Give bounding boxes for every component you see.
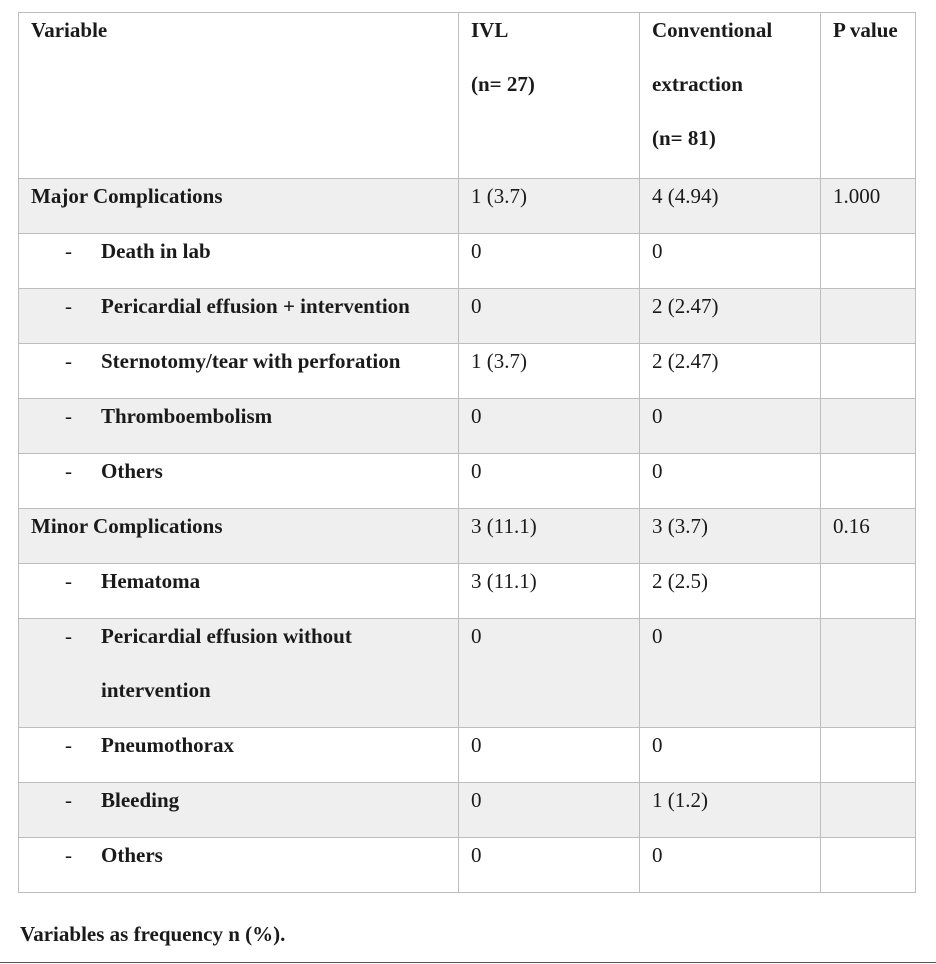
cell-p-value <box>821 838 916 893</box>
cell-ivl: 1 (3.7) <box>459 344 640 399</box>
bullet-dash: - <box>65 733 72 757</box>
cell-ivl: 3 (11.1) <box>459 509 640 564</box>
cell-conventional: 1 (1.2) <box>640 783 821 838</box>
row-label: Bleeding <box>101 788 180 812</box>
cell-p-value <box>821 344 916 399</box>
table-row <box>19 454 916 509</box>
row-label-cell <box>19 344 459 399</box>
cell-p-value <box>821 454 916 509</box>
cell-conventional: 2 (2.5) <box>640 564 821 619</box>
row-label-cell <box>19 564 459 619</box>
table-row <box>19 783 916 838</box>
cell-conventional: 0 <box>640 619 821 728</box>
cell-ivl: 0 <box>459 728 640 783</box>
cell-ivl: 0 <box>459 289 640 344</box>
cell-ivl: 0 <box>459 619 640 728</box>
row-label-cell <box>19 399 459 454</box>
row-label: Others <box>101 459 163 483</box>
table-row <box>19 619 916 728</box>
cell-conventional: 0 <box>640 454 821 509</box>
header-ivl: IVL (n= 27) <box>459 13 640 179</box>
bullet-dash: - <box>65 459 72 483</box>
cell-p-value <box>821 783 916 838</box>
table-row <box>19 289 916 344</box>
table-row <box>19 564 916 619</box>
table-row <box>19 179 916 234</box>
cell-p-value <box>821 728 916 783</box>
row-label-cell <box>19 838 459 893</box>
cell-ivl: 0 <box>459 399 640 454</box>
row-label: Hematoma <box>101 569 201 593</box>
row-label-cell <box>19 289 459 344</box>
row-label: Pericardial effusion without <box>101 624 352 648</box>
bullet-dash: - <box>65 239 72 263</box>
header-conventional-extraction: Conventional extraction (n= 81) <box>640 13 821 179</box>
row-label-cell <box>19 728 459 783</box>
row-label: Minor Complications <box>19 509 459 564</box>
header-p-value: P value <box>821 13 916 179</box>
table-row <box>19 728 916 783</box>
table-row <box>19 509 916 564</box>
row-label: Sternotomy/tear with perforation <box>101 349 401 373</box>
cell-conventional: 0 <box>640 838 821 893</box>
cell-conventional: 4 (4.94) <box>640 179 821 234</box>
bullet-dash: - <box>65 404 72 428</box>
bullet-dash: - <box>65 843 72 867</box>
bullet-dash: - <box>65 788 72 812</box>
table-row <box>19 344 916 399</box>
table-row <box>19 234 916 289</box>
header-variable: Variable <box>19 13 459 179</box>
row-label: Pneumothorax <box>101 733 234 757</box>
cell-ivl: 0 <box>459 783 640 838</box>
table-row <box>19 838 916 893</box>
row-label-cell <box>19 234 459 289</box>
cell-conventional: 2 (2.47) <box>640 344 821 399</box>
cell-ivl: 1 (3.7) <box>459 179 640 234</box>
row-label: Pericardial effusion + intervention <box>101 294 410 318</box>
bullet-dash: - <box>65 349 72 373</box>
cell-conventional: 2 (2.47) <box>640 289 821 344</box>
row-label-cell <box>19 454 459 509</box>
page-divider <box>0 962 936 963</box>
bullet-dash: - <box>65 624 72 648</box>
cell-p-value: 1.000 <box>821 179 916 234</box>
row-label: Thromboembolism <box>101 404 273 428</box>
cell-ivl: 0 <box>459 234 640 289</box>
table-row <box>19 399 916 454</box>
cell-conventional: 0 <box>640 399 821 454</box>
row-label: Death in lab <box>101 239 211 263</box>
row-label: Others <box>101 843 163 867</box>
cell-p-value <box>821 619 916 728</box>
cell-ivl: 3 (11.1) <box>459 564 640 619</box>
table-header-row <box>19 13 916 179</box>
cell-p-value: 0.16 <box>821 509 916 564</box>
cell-conventional: 0 <box>640 728 821 783</box>
cell-p-value <box>821 234 916 289</box>
row-label-cell <box>19 783 459 838</box>
cell-ivl: 0 <box>459 838 640 893</box>
cell-p-value <box>821 289 916 344</box>
row-label: Major Complications <box>19 179 459 234</box>
complications-table <box>18 12 916 893</box>
table-footnote: Variables as frequency n (%). <box>20 922 286 946</box>
cell-p-value <box>821 564 916 619</box>
cell-conventional: 3 (3.7) <box>640 509 821 564</box>
cell-conventional: 0 <box>640 234 821 289</box>
row-label-cell <box>19 619 459 728</box>
row-label-continued: intervention <box>101 678 211 702</box>
bullet-dash: - <box>65 569 72 593</box>
cell-p-value <box>821 399 916 454</box>
bullet-dash: - <box>65 294 72 318</box>
cell-ivl: 0 <box>459 454 640 509</box>
